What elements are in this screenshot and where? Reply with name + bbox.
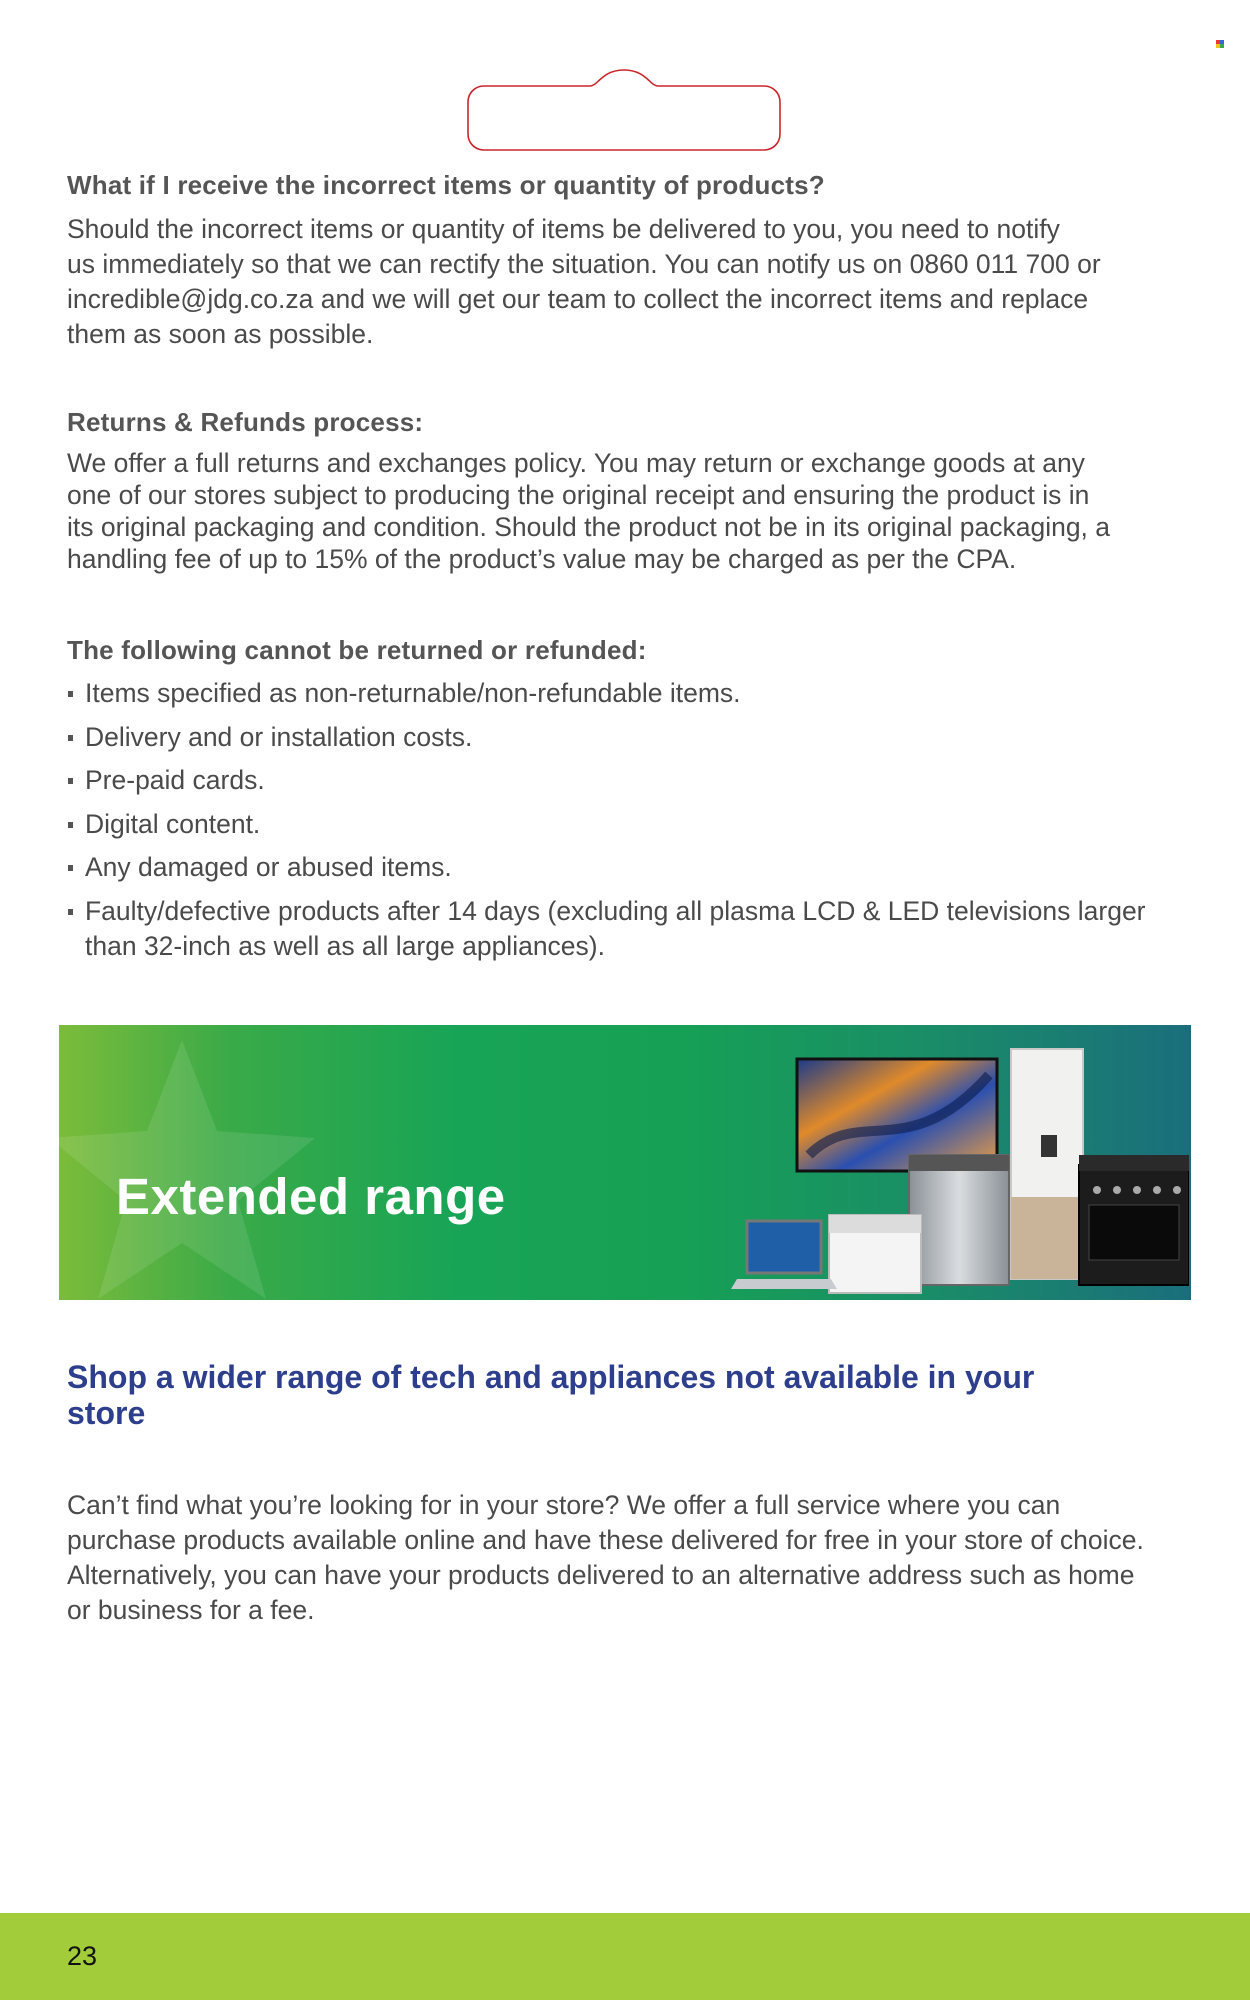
text-line: Delivery and or installation costs. bbox=[85, 721, 473, 752]
bullet-icon bbox=[68, 778, 73, 784]
text-line: Pre-paid cards. bbox=[85, 765, 265, 795]
text-line: or business for a fee. bbox=[67, 1595, 315, 1625]
text-line: purchase products available online and have these delivered for free in your store of choice. bbox=[67, 1525, 1144, 1555]
text-line: us immediately so that we can rectify the situation. You can notify us on 0860 011 700 or bbox=[67, 249, 1101, 279]
non-returnable-heading: The following cannot be returned or refunded: bbox=[67, 635, 647, 665]
bullet-icon bbox=[68, 822, 73, 828]
text-line: Faulty/defective products after 14 days (excluding all plasma LCD & LED televisions larger bbox=[85, 895, 1146, 926]
bullet-icon bbox=[68, 909, 73, 915]
list-item bbox=[67, 894, 1187, 964]
bullet-icon bbox=[68, 735, 73, 741]
shop-wider-range-heading bbox=[67, 1359, 1187, 1431]
incorrect-items-heading: What if I receive the incorrect items or quantity of products? bbox=[67, 170, 825, 200]
text-line: handling fee of up to 15% of the product’s value may be charged as per the CPA. bbox=[67, 544, 1017, 574]
dishwasher bbox=[909, 1155, 1009, 1285]
text-line: Digital content. bbox=[85, 808, 261, 839]
bullet-icon bbox=[68, 865, 73, 871]
list-item bbox=[67, 850, 1187, 885]
list-item bbox=[67, 720, 1187, 755]
text-line: store bbox=[67, 1395, 146, 1431]
footer-bar bbox=[0, 1913, 1250, 2000]
text-line: Can’t find what you’re looking for in your store? We offer a full service where you can bbox=[67, 1490, 1061, 1520]
text-line: Any damaged or abused items. bbox=[85, 852, 452, 882]
shop-wider-range-paragraph bbox=[67, 1488, 1187, 1628]
hanger-tab-icon bbox=[466, 66, 782, 152]
returns-refunds-heading: Returns & Refunds process: bbox=[67, 407, 424, 437]
text-line: incredible@jdg.co.za and we will get our team to collect the incorrect items and replace bbox=[67, 284, 1089, 314]
bullet-icon bbox=[68, 691, 73, 697]
returns-refunds-paragraph bbox=[67, 447, 1187, 575]
banner-title: Extended range bbox=[116, 1168, 506, 1225]
non-returnable-list bbox=[67, 676, 1187, 972]
incorrect-items-paragraph bbox=[67, 212, 1187, 352]
text-line: We offer a full returns and exchanges policy. You may return or exchange goods at any bbox=[67, 448, 1085, 478]
list-item bbox=[67, 676, 1187, 711]
list-item bbox=[67, 807, 1187, 842]
page-number: 23 bbox=[67, 1941, 98, 1971]
corner-color-mark-icon bbox=[1216, 40, 1224, 48]
text-line: one of our stores subject to producing the original receipt and ensuring the product is in bbox=[67, 480, 1090, 510]
text-line: them as soon as possible. bbox=[67, 319, 374, 349]
text-line: Items specified as non-returnable/non-refundable items. bbox=[85, 678, 741, 708]
list-item bbox=[67, 763, 1187, 798]
text-line: than 32-inch as well as all large appliances). bbox=[85, 930, 605, 961]
text-line: Shop a wider range of tech and appliances not available in your bbox=[67, 1359, 1035, 1395]
extended-range-banner[interactable] bbox=[59, 1025, 1191, 1300]
text-line: Alternatively, you can have your products delivered to an alternative address such as home bbox=[67, 1560, 1135, 1590]
appliances-image bbox=[669, 1045, 1189, 1300]
text-line: Should the incorrect items or quantity of items be delivered to you, you need to notify bbox=[67, 214, 1060, 244]
text-line: its original packaging and condition. Should the product not be in its original packaging, a bbox=[67, 512, 1111, 542]
laptop bbox=[747, 1221, 821, 1273]
